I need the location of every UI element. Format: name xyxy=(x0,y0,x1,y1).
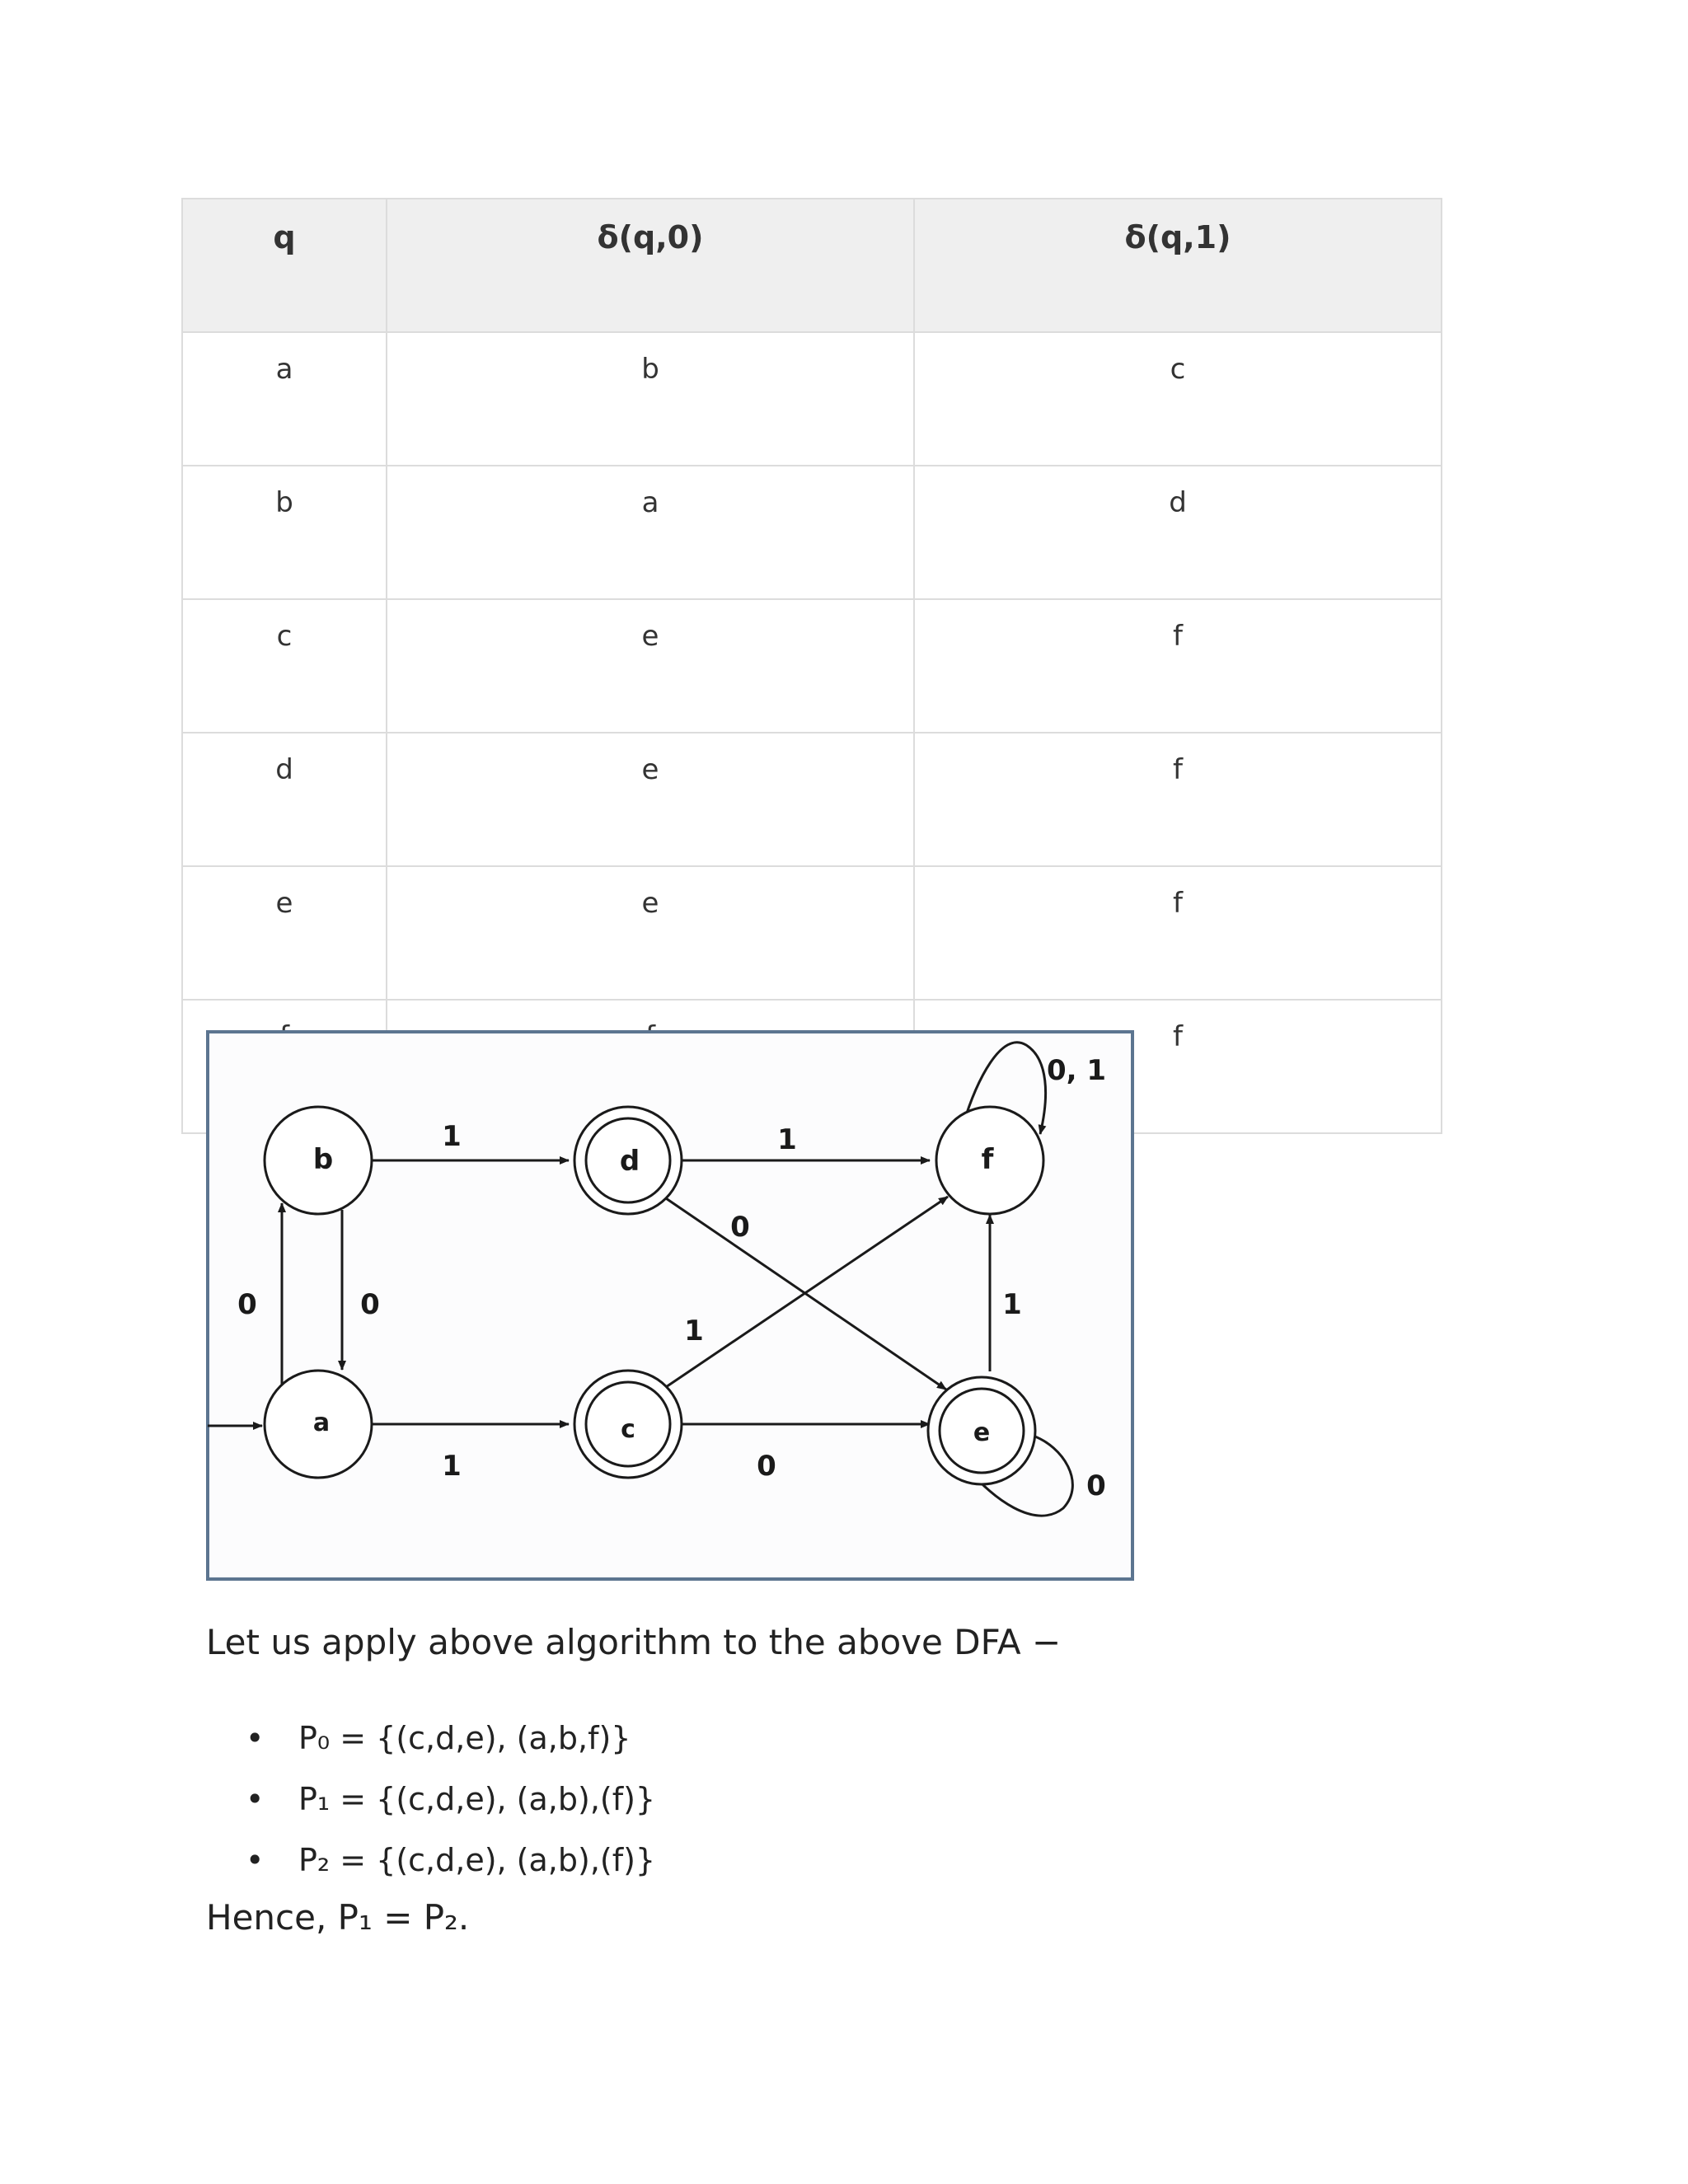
bullet-icon: • xyxy=(246,1781,265,1817)
label-a-b: 0 xyxy=(237,1288,257,1321)
intro-text: Let us apply above algorithm to the above DFA − xyxy=(206,1622,1062,1662)
header-delta-1: δ(q,1) xyxy=(914,199,1442,332)
partition-list xyxy=(239,1708,655,1891)
table-row xyxy=(182,332,1442,466)
transition-table xyxy=(181,198,1442,1134)
table-row xyxy=(182,866,1442,1000)
table-cell: f xyxy=(914,1000,1442,1133)
state-c-label: c xyxy=(621,1415,635,1444)
table-cell: e xyxy=(182,866,387,1000)
table-row xyxy=(182,733,1442,866)
state-e-label: e xyxy=(973,1418,991,1447)
partition-p0: P₀ = {(c,d,e), (a,b,f)} xyxy=(298,1720,631,1756)
header-delta-0: δ(q,0) xyxy=(387,199,914,332)
list-item xyxy=(239,1769,655,1830)
label-e-f: 1 xyxy=(1002,1288,1022,1321)
table-cell: b xyxy=(387,332,914,466)
table-header-row xyxy=(182,199,1442,332)
table-cell: e xyxy=(387,733,914,866)
bullet-icon: • xyxy=(246,1842,265,1878)
table-row xyxy=(182,599,1442,733)
table-cell: e xyxy=(387,866,914,1000)
label-e-loop: 0 xyxy=(1086,1469,1106,1502)
label-d-e: 0 xyxy=(730,1211,750,1244)
table-cell: f xyxy=(914,599,1442,733)
label-d-f: 1 xyxy=(777,1123,797,1156)
table-row xyxy=(182,466,1442,599)
table-cell: e xyxy=(387,599,914,733)
table-cell: f xyxy=(914,866,1442,1000)
label-b-a: 0 xyxy=(360,1288,380,1321)
table-cell: f xyxy=(914,733,1442,866)
state-f-label: f xyxy=(981,1143,994,1176)
partition-p1: P₁ = {(c,d,e), (a,b),(f)} xyxy=(298,1781,656,1817)
list-item xyxy=(239,1708,655,1769)
bullet-icon: • xyxy=(246,1720,265,1756)
dfa-state-diagram xyxy=(206,1030,1134,1581)
label-c-e: 0 xyxy=(757,1450,776,1483)
table-cell: d xyxy=(182,733,387,866)
table-cell: a xyxy=(182,332,387,466)
list-item xyxy=(239,1830,655,1891)
state-b-label: b xyxy=(312,1143,334,1176)
label-b-d: 1 xyxy=(442,1120,462,1153)
state-d-label: d xyxy=(619,1145,640,1178)
table-cell: d xyxy=(914,466,1442,599)
table-cell: c xyxy=(914,332,1442,466)
state-a-label: a xyxy=(312,1408,331,1437)
table-cell: c xyxy=(182,599,387,733)
table-cell: b xyxy=(182,466,387,599)
partition-p2: P₂ = {(c,d,e), (a,b),(f)} xyxy=(298,1842,656,1878)
label-a-c: 1 xyxy=(442,1450,462,1483)
table-cell: a xyxy=(387,466,914,599)
conclusion-text: Hence, P₁ = P₂. xyxy=(206,1897,470,1938)
label-c-f: 1 xyxy=(684,1315,704,1347)
header-state: q xyxy=(182,199,387,332)
label-f-loop: 0, 1 xyxy=(1046,1054,1107,1087)
